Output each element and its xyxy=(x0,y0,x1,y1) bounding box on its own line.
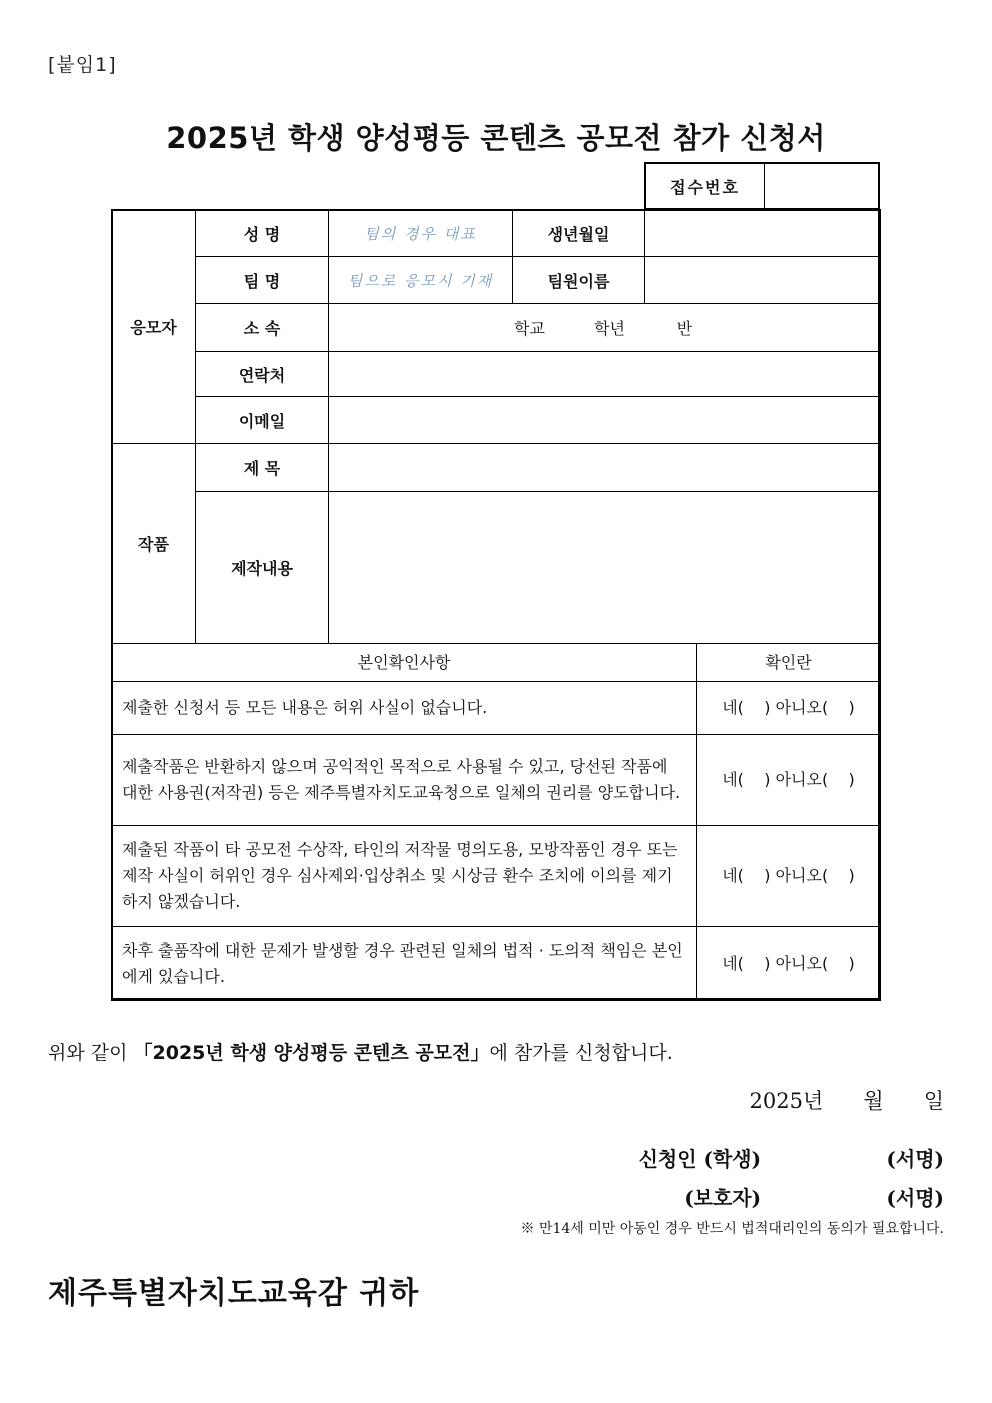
date-line xyxy=(750,1085,944,1115)
applicant-group-label: 응모자 xyxy=(112,210,196,444)
team-label: 팀 명 xyxy=(196,257,329,304)
confirmation-table xyxy=(111,643,881,1001)
confirmation-item-1: 제출한 신청서 등 모든 내용은 허위 사실이 없습니다. xyxy=(112,682,697,735)
receipt-label: 접수번호 xyxy=(646,164,765,208)
application-form xyxy=(111,209,881,644)
birth-field[interactable] xyxy=(645,210,881,257)
statement xyxy=(48,1038,673,1065)
receipt-box xyxy=(644,162,880,210)
members-label: 팀원이름 xyxy=(513,257,645,304)
confirmation-item-4: 차후 출품작에 대한 문제가 발생할 경우 관련된 일체의 법적 · 도의적 책임은 본인에게 있습니다. xyxy=(112,927,697,1001)
statement-prefix: 위와 같이 xyxy=(48,1042,134,1064)
contact-label: 연락처 xyxy=(196,352,329,397)
check-header: 확인란 xyxy=(697,644,881,682)
name-field[interactable]: 팀의 경우 대표 xyxy=(329,210,513,257)
team-field[interactable]: 팀으로 응모시 기재 xyxy=(329,257,513,304)
confirmation-item-3: 제출된 작품이 타 공모전 수상작, 타인의 저작물 명의도용, 모방작품인 경우 또는 제작 사실이 허위인 경우 심사제외·입상취소 및 시상금 환수 조치에 이의를 제기하지 않겠습니다. xyxy=(112,826,697,927)
page-title: 2025년 학생 양성평등 콘텐츠 공모전 참가 신청서 xyxy=(166,121,826,155)
grade-unit: 학년 xyxy=(594,319,625,338)
applicant-sign[interactable]: (서명) xyxy=(886,1147,944,1171)
work-title-label: 제 목 xyxy=(196,444,329,492)
date-month: 월 xyxy=(863,1089,884,1113)
confirmation-header: 본인확인사항 xyxy=(112,644,697,682)
applicant-signature-line xyxy=(639,1143,944,1172)
guardian-label: (보호자) xyxy=(684,1186,762,1210)
contact-field[interactable] xyxy=(329,352,881,397)
date-year: 2025년 xyxy=(749,1089,824,1113)
statement-contest: 「2025년 학생 양성평등 콘텐츠 공모전」 xyxy=(133,1042,490,1064)
date-day: 일 xyxy=(923,1089,944,1113)
age-note: ※ 만14세 미만 아동인 경우 반드시 법적대리인의 동의가 필요합니다. xyxy=(520,1221,944,1237)
email-field[interactable] xyxy=(329,397,881,444)
work-group-label: 작품 xyxy=(112,444,196,644)
guardian-signature-line xyxy=(684,1182,944,1211)
birth-label: 생년월일 xyxy=(513,210,645,257)
attachment-label: [붙임1] xyxy=(48,54,117,76)
statement-suffix: 에 참가를 신청합니다. xyxy=(489,1042,673,1064)
school-unit: 학교 xyxy=(514,319,545,338)
members-field[interactable] xyxy=(645,257,881,304)
confirmation-choice-4[interactable]: 네( ) 아니오( ) xyxy=(697,927,881,1001)
class-unit: 반 xyxy=(676,319,693,338)
confirmation-choice-3[interactable]: 네( ) 아니오( ) xyxy=(697,826,881,927)
name-label: 성 명 xyxy=(196,210,329,257)
work-title-field[interactable] xyxy=(329,444,881,492)
confirmation-choice-1[interactable]: 네( ) 아니오( ) xyxy=(697,682,881,735)
addressee: 제주특별자치도교육감 귀하 xyxy=(48,1276,420,1311)
receipt-number-field[interactable] xyxy=(765,164,878,208)
guardian-sign[interactable]: (서명) xyxy=(886,1186,944,1210)
work-content-label: 제작내용 xyxy=(196,492,329,644)
email-label: 이메일 xyxy=(196,397,329,444)
affiliation-field[interactable] xyxy=(329,304,881,352)
work-content-field[interactable] xyxy=(329,492,881,644)
confirmation-choice-2[interactable]: 네( ) 아니오( ) xyxy=(697,735,881,826)
confirmation-item-2: 제출작품은 반환하지 않으며 공익적인 목적으로 사용될 수 있고, 당선된 작품에 대한 사용권(저작권) 등은 제주특별자치도교육청으로 일체의 권리를 양도합니다. xyxy=(112,735,697,826)
affiliation-label: 소 속 xyxy=(196,304,329,352)
applicant-label: 신청인 (학생) xyxy=(638,1147,762,1171)
